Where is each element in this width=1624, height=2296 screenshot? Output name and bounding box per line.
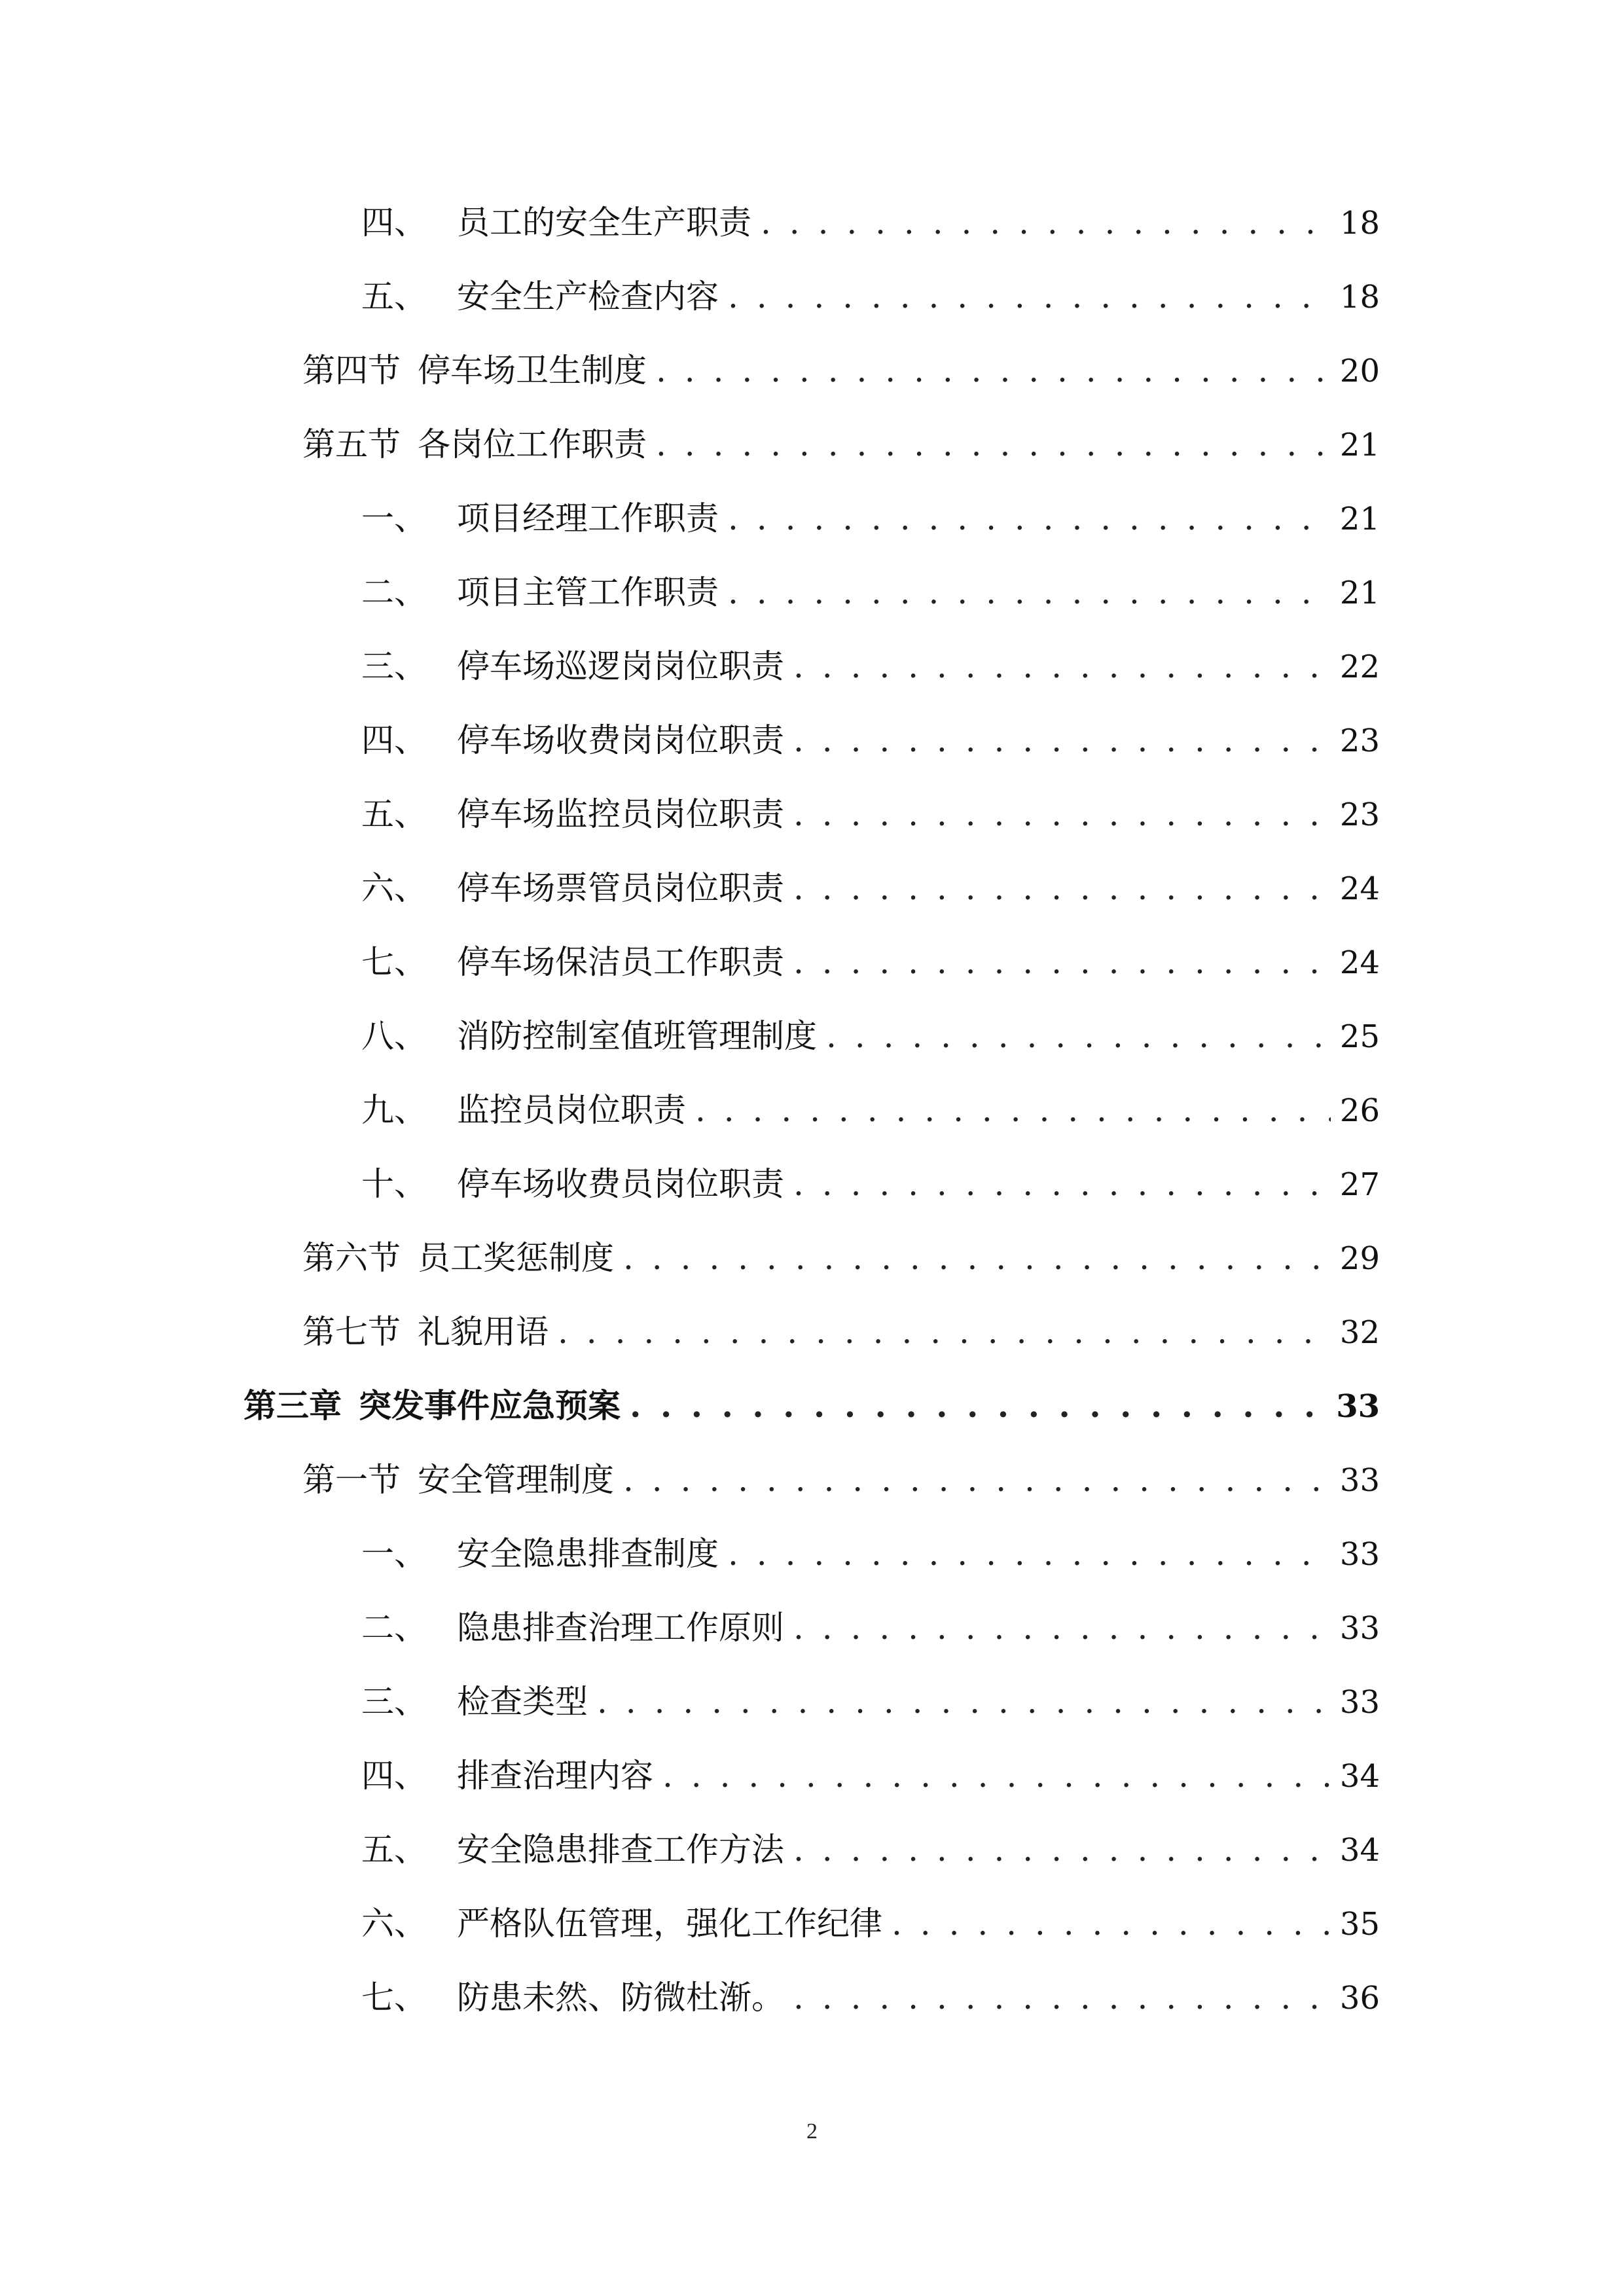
toc-entry[interactable] — [361, 1897, 1380, 1950]
toc-dot-leader — [558, 1306, 1331, 1358]
toc-entry-page: 33 — [1339, 1462, 1380, 1499]
toc-entry-number: 五、 — [361, 278, 427, 315]
toc-entry-page: 23 — [1339, 723, 1380, 759]
toc-dot-leader — [728, 270, 1331, 323]
toc-dot-leader — [892, 1897, 1331, 1950]
toc-entry-number: 五、 — [361, 1831, 427, 1869]
toc-entry[interactable] — [361, 1010, 1380, 1062]
toc-entry-title: 安全管理制度 — [418, 1461, 614, 1499]
toc-entry-page: 33 — [1339, 1536, 1380, 1573]
toc-entry-title: 项目经理工作职责 — [457, 499, 719, 537]
toc-entry-page: 26 — [1339, 1092, 1380, 1129]
toc-entry-number: 六、 — [361, 869, 427, 907]
toc-entry-number: 一、 — [361, 1535, 427, 1573]
toc-dot-leader — [793, 1971, 1331, 2024]
toc-entry-page: 35 — [1339, 1906, 1380, 1943]
toc-entry-page: 33 — [1339, 1610, 1380, 1647]
toc-entry-number: 二、 — [361, 573, 427, 611]
toc-dot-leader — [793, 936, 1331, 988]
toc-dot-leader — [623, 1232, 1331, 1284]
toc-dot-leader — [630, 1380, 1327, 1432]
toc-entry-number: 第三章 — [244, 1386, 342, 1425]
toc-entry-title: 员工的安全生产职责 — [457, 204, 751, 242]
toc-entry[interactable] — [361, 1158, 1380, 1210]
toc-chapter-entry[interactable] — [244, 1380, 1380, 1432]
toc-entry-page: 23 — [1339, 797, 1380, 833]
toc-entry-number: 第一节 — [302, 1461, 401, 1499]
toc-entry-number: 八、 — [361, 1017, 427, 1055]
toc-dot-leader — [793, 788, 1331, 840]
toc-dot-leader — [623, 1454, 1331, 1506]
toc-entry-number: 四、 — [361, 721, 427, 759]
toc-entry-title: 安全隐患排查制度 — [457, 1535, 719, 1573]
toc-entry-title: 停车场收费岗岗位职责 — [457, 721, 784, 759]
toc-dot-leader — [728, 492, 1331, 545]
toc-entry[interactable] — [361, 196, 1380, 249]
toc-entry-number: 三、 — [361, 647, 427, 685]
toc-entry-title: 停车场监控员岗位职责 — [457, 795, 784, 833]
toc-entry-number: 二、 — [361, 1609, 427, 1647]
toc-entry-page: 24 — [1339, 944, 1380, 981]
toc-dot-leader — [793, 1602, 1331, 1654]
toc-entry[interactable] — [361, 1528, 1380, 1580]
toc-entry-number: 四、 — [361, 204, 427, 242]
toc-entry[interactable] — [361, 714, 1380, 766]
toc-entry-title: 突发事件应急预案 — [359, 1386, 621, 1425]
toc-entry-number: 第七节 — [302, 1313, 401, 1351]
toc-dot-leader — [793, 640, 1331, 692]
toc-entry-title: 检查类型 — [457, 1683, 588, 1721]
toc-entry-page: 25 — [1339, 1018, 1380, 1055]
toc-entry-number: 六、 — [361, 1905, 427, 1943]
toc-entry-title: 安全生产检查内容 — [457, 278, 719, 315]
toc-entry[interactable] — [361, 566, 1380, 619]
toc-dot-leader — [728, 1528, 1331, 1580]
toc-entry[interactable] — [361, 1602, 1380, 1654]
toc-entry-number: 七、 — [361, 943, 427, 981]
toc-dot-leader — [695, 1084, 1331, 1136]
toc-entry-title: 隐患排查治理工作原则 — [457, 1609, 784, 1647]
toc-entry-page: 21 — [1339, 575, 1380, 611]
toc-entry-number: 第五节 — [302, 425, 401, 463]
toc-entry-page: 21 — [1339, 501, 1380, 537]
toc-entry-title: 项目主管工作职责 — [457, 573, 719, 611]
toc-entry[interactable] — [302, 418, 1380, 471]
toc-entry[interactable] — [302, 1306, 1380, 1358]
toc-entry[interactable] — [361, 936, 1380, 988]
toc-dot-leader — [656, 418, 1331, 471]
toc-entry-page: 36 — [1339, 1980, 1380, 2017]
toc-entry-number: 九、 — [361, 1091, 427, 1129]
toc-entry-title: 安全隐患排查工作方法 — [457, 1831, 784, 1869]
page-number: 2 — [806, 2119, 818, 2144]
toc-entry-page: 33 — [1336, 1388, 1380, 1425]
toc-entry[interactable] — [361, 640, 1380, 692]
toc-entry-page: 24 — [1339, 870, 1380, 907]
toc-entry-title: 停车场收费员岗位职责 — [457, 1165, 784, 1203]
toc-entry[interactable] — [361, 788, 1380, 840]
toc-dot-leader — [761, 196, 1331, 249]
toc-entry-page: 20 — [1339, 353, 1380, 389]
toc-entry[interactable] — [361, 1971, 1380, 2024]
toc-entry-page: 34 — [1339, 1758, 1380, 1795]
toc-dot-leader — [597, 1676, 1331, 1728]
toc-entry[interactable] — [361, 1084, 1380, 1136]
toc-entry-number: 七、 — [361, 1979, 427, 2017]
toc-entry-number: 一、 — [361, 499, 427, 537]
toc-dot-leader — [793, 862, 1331, 914]
toc-entry[interactable] — [361, 270, 1380, 323]
toc-entry-page: 33 — [1339, 1684, 1380, 1721]
toc-entry[interactable] — [361, 1676, 1380, 1728]
toc-entry-number: 四、 — [361, 1757, 427, 1795]
toc-entry-number: 十、 — [361, 1165, 427, 1203]
toc-entry[interactable] — [302, 344, 1380, 397]
toc-dot-leader — [656, 344, 1331, 397]
toc-entry-page: 27 — [1339, 1166, 1380, 1203]
toc-entry-title: 监控员岗位职责 — [457, 1091, 686, 1129]
toc-entry-page: 32 — [1339, 1314, 1380, 1351]
toc-entry-title: 员工奖惩制度 — [418, 1239, 614, 1277]
toc-entry-title: 停车场卫生制度 — [418, 351, 647, 389]
toc-entry-title: 各岗位工作职责 — [418, 425, 647, 463]
toc-entry-title: 礼貌用语 — [418, 1313, 549, 1351]
toc-entry[interactable] — [361, 1749, 1380, 1802]
toc-entry-page: 18 — [1339, 279, 1380, 315]
toc-dot-leader — [662, 1749, 1331, 1802]
toc-entry-title: 防患未然、防微杜渐。 — [457, 1979, 784, 2017]
toc-entry-number: 五、 — [361, 795, 427, 833]
toc-entry-page: 21 — [1339, 427, 1380, 463]
toc-entry-page: 34 — [1339, 1832, 1380, 1869]
toc-entry-title: 排查治理内容 — [457, 1757, 653, 1795]
toc-entry[interactable] — [361, 1823, 1380, 1876]
toc-dot-leader — [793, 1158, 1331, 1210]
toc-entry-number: 第六节 — [302, 1239, 401, 1277]
toc-entry-title: 停车场巡逻岗岗位职责 — [457, 647, 784, 685]
toc-entry-page: 18 — [1339, 205, 1380, 242]
toc-dot-leader — [793, 1823, 1331, 1876]
toc-entry-number: 第四节 — [302, 351, 401, 389]
toc-entry-page: 29 — [1339, 1240, 1380, 1277]
toc-entry-title: 严格队伍管理，强化工作纪律 — [457, 1905, 882, 1943]
toc-entry-page: 22 — [1339, 649, 1380, 685]
toc-entry[interactable] — [302, 1232, 1380, 1284]
toc-entry-title: 消防控制室值班管理制度 — [457, 1017, 817, 1055]
toc-entry[interactable] — [361, 492, 1380, 545]
toc-entry-title: 停车场保洁员工作职责 — [457, 943, 784, 981]
toc-dot-leader — [793, 714, 1331, 766]
toc-entry[interactable] — [302, 1454, 1380, 1506]
toc-dot-leader — [728, 566, 1331, 619]
toc-entry[interactable] — [361, 862, 1380, 914]
toc-dot-leader — [826, 1010, 1331, 1062]
toc-entry-title: 停车场票管员岗位职责 — [457, 869, 784, 907]
toc-entry-number: 三、 — [361, 1683, 427, 1721]
